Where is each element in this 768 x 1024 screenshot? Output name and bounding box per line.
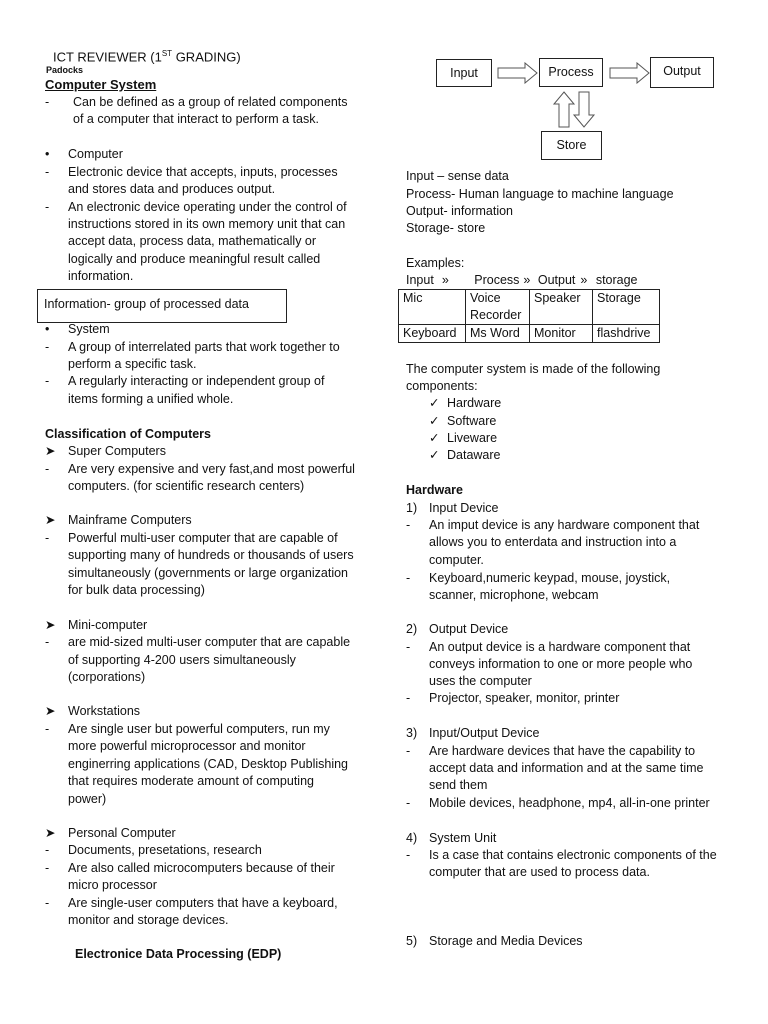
arrow-bullet-icon: ➤: [45, 513, 56, 527]
components-intro: components:: [406, 379, 478, 393]
list-item: scanner, microphone, webcam: [429, 588, 599, 602]
definition: Input – sense data: [406, 169, 509, 183]
list-item: enginerring applications (CAD, Desktop Publishing: [68, 757, 349, 771]
list-item: for bulk data processing): [68, 583, 205, 597]
class-name: Mini-computer: [68, 618, 148, 632]
list-item: Electronic device that accepts, inputs, processes: [68, 165, 338, 179]
right-arrow-icon: [497, 62, 539, 84]
check-icon: ✓: [429, 431, 440, 445]
check-icon: ✓: [429, 414, 440, 428]
process-node: Process: [539, 58, 603, 87]
components-intro: The computer system is made of the following: [406, 362, 661, 376]
dash: -: [45, 896, 50, 910]
list-item: allows you to enterdata and instruction into a: [429, 535, 677, 549]
dash: -: [45, 374, 50, 388]
hardware-name: Input Device: [429, 501, 499, 515]
list-item: conveys information to one or more people who: [429, 657, 693, 671]
hardware-name: Input/Output Device: [429, 726, 540, 740]
arrow-bullet-icon: ➤: [45, 704, 56, 718]
right-arrow-icon: [609, 62, 651, 84]
class-name: Mainframe Computers: [68, 513, 192, 527]
definition: Output- information: [406, 204, 513, 218]
list-item: A group of interrelated parts that work together to: [68, 340, 340, 354]
list-item: that requires moderate amount of computing: [68, 774, 314, 788]
list-item: accept data and information and at the same time: [429, 761, 704, 775]
author: Padocks: [46, 65, 84, 75]
list-item: An output device is a hardware component that: [429, 640, 691, 654]
list-item: Are very expensive and very fast,and most powerful: [68, 462, 355, 476]
arrow-bullet-icon: ➤: [45, 618, 56, 632]
item-number: 3): [406, 726, 418, 740]
computer-system-heading: Computer System: [45, 77, 157, 92]
list-item: computers. (for scientific research centers): [68, 479, 305, 493]
dash: -: [406, 571, 411, 585]
dash: -: [45, 531, 50, 545]
component-item: ✓ Liveware: [429, 430, 497, 447]
examples-flow-header: [406, 272, 638, 289]
definition: Storage- store: [406, 221, 486, 235]
dash: -: [406, 744, 411, 758]
up-down-arrows-icon: [552, 91, 596, 129]
double-chevron-icon: »: [441, 273, 449, 287]
dash: -: [406, 691, 411, 705]
list-item: information.: [68, 269, 134, 283]
item-number: 5): [406, 934, 418, 948]
examples-label: Examples:: [406, 256, 465, 270]
item-number: 1): [406, 501, 418, 515]
list-item: and stores data and produces output.: [68, 182, 276, 196]
header-process: Process: [474, 273, 520, 287]
list-item: An imput device is any hardware component that: [429, 518, 700, 532]
list-item: uses the computer: [429, 674, 532, 688]
list-item: computer that are used to process data.: [429, 865, 650, 879]
table-cell: Voice Recorder: [466, 290, 530, 325]
list-item: (corporations): [68, 670, 146, 684]
list-item: logically and produce meaningful result called: [68, 252, 321, 266]
hardware-heading: Hardware: [406, 483, 463, 497]
header-storage: storage: [595, 273, 638, 287]
list-item: Are hardware devices that have the capability to: [429, 744, 696, 758]
table-row: [399, 290, 660, 325]
list-item: are mid-sized multi-user computer that are capable: [68, 635, 351, 649]
dash: -: [45, 635, 50, 649]
info-box: [37, 289, 287, 323]
definition-line: Can be defined as a group of related components: [73, 95, 348, 109]
component-item: ✓ Hardware: [429, 395, 501, 412]
arrow-bullet-icon: ➤: [45, 444, 56, 458]
class-name: Personal Computer: [68, 826, 176, 840]
input-node: Input: [436, 59, 492, 87]
classification-heading: Classification of Computers: [45, 427, 211, 441]
list-item: Is a case that contains electronic components of the: [429, 848, 717, 862]
list-item: Projector, speaker, monitor, printer: [429, 691, 620, 705]
list-item: computer.: [429, 553, 484, 567]
dash: -: [45, 340, 50, 354]
list-item: A regularly interacting or independent group of: [68, 374, 325, 388]
list-item: send them: [429, 778, 488, 792]
dash: -: [45, 843, 50, 857]
dash: -: [406, 518, 411, 532]
list-item: power): [68, 792, 107, 806]
list-item: An electronic device operating under the control of: [68, 200, 347, 214]
arrow-bullet-icon: ➤: [45, 826, 56, 840]
check-icon: ✓: [429, 448, 440, 462]
document-title: ICT REVIEWER (1ST GRADING): [53, 49, 241, 65]
system-label: System: [68, 322, 110, 336]
table-cell: Mic: [399, 290, 466, 325]
check-icon: ✓: [429, 396, 440, 410]
list-item: monitor and storage devices.: [68, 913, 229, 927]
output-node: Output: [650, 57, 714, 88]
list-item: Keyboard,numeric keypad, mouse, joystick,: [429, 571, 671, 585]
table-cell: Keyboard: [399, 325, 466, 343]
list-item: simultaneously (governments or large organization: [68, 566, 349, 580]
dash: -: [45, 722, 50, 736]
dash: -: [406, 848, 411, 862]
table-cell: Speaker: [530, 290, 593, 325]
edp-heading: Electronice Data Processing (EDP): [75, 947, 282, 961]
hardware-name: Output Device: [429, 622, 509, 636]
hardware-name: System Unit: [429, 831, 497, 845]
header-input: Input: [406, 273, 434, 287]
dash: -: [45, 200, 50, 214]
header-output: Output: [537, 273, 576, 287]
bullet-icon: •: [45, 322, 50, 336]
table-cell: flashdrive: [593, 325, 660, 343]
dash: -: [45, 861, 50, 875]
double-chevron-icon: »: [523, 273, 531, 287]
list-item: accept data, process data, mathematically or: [68, 234, 317, 248]
component-item: ✓ Dataware: [429, 447, 501, 464]
list-item: items forming a unified whole.: [68, 392, 234, 406]
examples-table: [398, 289, 660, 343]
dash: -: [406, 640, 411, 654]
list-item: Are also called microcomputers because of their: [68, 861, 335, 875]
list-item: of supporting 4-200 users simultaneously: [68, 653, 296, 667]
double-chevron-icon: »: [580, 273, 588, 287]
list-item: supporting many of hundreds or thousands of users: [68, 548, 354, 562]
info-text: Information- group of processed data: [44, 297, 249, 311]
list-item: Mobile devices, headphone, mp4, all-in-one printer: [429, 796, 710, 810]
dash: -: [45, 462, 50, 476]
list-item: Are single-user computers that have a keyboard,: [68, 896, 338, 910]
table-row: [399, 325, 660, 343]
class-name: Workstations: [68, 704, 141, 718]
store-node: Store: [541, 131, 602, 160]
list-item: more powerful microprocessor and monitor: [68, 739, 306, 753]
hardware-name: Storage and Media Devices: [429, 934, 583, 948]
dash: -: [406, 796, 411, 810]
definition-line: of a computer that interact to perform a task.: [73, 112, 319, 126]
definition: Process- Human language to machine language: [406, 187, 674, 201]
definition-dash: -: [45, 95, 50, 109]
list-item: Powerful multi-user computer that are capable of: [68, 531, 338, 545]
computer-label: Computer: [68, 147, 123, 161]
component-item: ✓ Software: [429, 413, 496, 430]
item-number: 2): [406, 622, 418, 636]
list-item: perform a specific task.: [68, 357, 197, 371]
table-cell: Ms Word: [466, 325, 530, 343]
list-item: instructions stored in its own memory unit that can: [68, 217, 346, 231]
table-cell: Monitor: [530, 325, 593, 343]
table-cell: Storage: [593, 290, 660, 325]
bullet-icon: •: [45, 147, 50, 161]
item-number: 4): [406, 831, 418, 845]
dash: -: [45, 165, 50, 179]
list-item: Are single user but powerful computers, run my: [68, 722, 330, 736]
list-item: micro processor: [68, 878, 157, 892]
list-item: Documents, presetations, research: [68, 843, 262, 857]
class-name: Super Computers: [68, 444, 166, 458]
